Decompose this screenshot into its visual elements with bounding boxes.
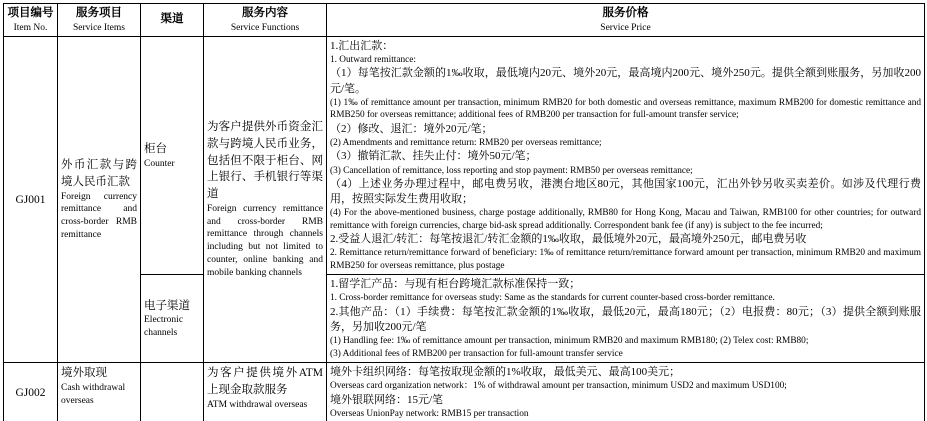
header-service-items-en: Service Items	[73, 22, 125, 33]
price-line: (2) Amendments and remittance return: RMB20 per overseas remittance;	[330, 137, 602, 148]
row-code: GJ002	[4, 363, 58, 421]
header-service-items	[58, 4, 141, 37]
row-price-counter	[327, 36, 925, 274]
row-price	[327, 363, 925, 421]
row-service-function-cn: 为客户提供境外ATM上现金取款服务	[207, 367, 323, 396]
price-line: (3) Cancellation of remittance, loss reporting and stop payment: RMB50 per overseas remittance;	[330, 165, 693, 176]
price-line: (1) 1‰ of remittance amount per transaction, minimum RMB20 for both domestic and overseas remittance, maximum RMB200 for domestic remittance and RMB250 for overseas remittance; additional fees of RMB200 per transaction for full-amount transfer service;	[330, 97, 921, 121]
service-price-table	[3, 3, 925, 421]
price-line: Overseas card organization network：1% of withdrawal amount per transaction, minimum USD2 and maximum USD100;	[330, 381, 787, 392]
price-line: (4) For the above-mentioned business, charge postage additionally, RMB80 for Hong Kong, Macau and Taiwan, RMB100 for other countries; for outward remittance with foreign currencies, charge bid-ask spread additionally. Correspondent bank fee (if any) is subject to the fee incurred;	[330, 208, 921, 231]
row-channel-counter	[141, 36, 204, 274]
row-service-function	[204, 363, 327, 421]
price-line: 2. Remittance return/remittance forward of beneficiary: 1‰ of remittance return/remittance forward amount per transaction, minimum RMB20 and maximum RMB250 for overseas remittance, plus postage	[330, 248, 921, 271]
price-line: （2）修改、退汇：境外20元/笔；	[330, 122, 493, 135]
header-channel	[141, 4, 204, 37]
price-line: (3) Additional fees of RMB200 per transaction for full-amount transfer service	[330, 348, 623, 359]
row-channel-counter-cn: 柜台	[144, 142, 167, 155]
row-service-function-en: ATM withdrawal overseas	[207, 399, 308, 410]
header-service-price	[327, 4, 925, 37]
price-line: 2.受益人退汇/转汇：每笔按退汇/转汇金额的1‰收取，最低境外20元，最高境外250元，邮电费另收	[330, 233, 807, 246]
price-line: 1. Outward remittance:	[330, 55, 416, 66]
header-item-no	[4, 4, 58, 37]
row-service-item-en: Cash withdrawal overseas	[61, 382, 126, 406]
header-service-items-cn: 服务项目	[76, 7, 122, 19]
row-service-item	[58, 36, 141, 362]
row-channel-empty	[141, 363, 204, 421]
price-line: 1. Cross-border remittance for overseas study: Same as the standards for current counter-based cross-border remittance.	[330, 293, 775, 304]
header-service-price-en: Service Price	[600, 22, 651, 33]
row-code: GJ001	[4, 36, 58, 362]
row-service-item-cn: 境外取现	[61, 367, 107, 380]
price-line: （3）撤销汇款、挂失止付：境外50元/笔；	[330, 150, 537, 163]
row-service-function-en: Foreign currency remittance and cross-border RMB remittance through channels including but not limited to counter, online banking and mobile banking channels	[207, 203, 323, 278]
table-row	[4, 363, 925, 421]
row-service-function-cn: 为客户提供外币资金汇款与跨境人民币业务，包括但不限于柜台、网上银行、手机银行等渠道	[207, 121, 323, 201]
price-line: 1.汇出汇款：	[330, 39, 394, 52]
row-channel-electronic-en: Electronic channels	[144, 315, 184, 339]
row-price-electronic	[327, 275, 925, 363]
header-channel-cn: 渠道	[160, 13, 184, 26]
header-service-price-cn: 服务价格	[602, 7, 649, 19]
row-channel-counter-en: Counter	[144, 158, 175, 169]
row-channel-electronic-cn: 电子渠道	[144, 299, 190, 312]
header-item-no-cn: 项目编号	[7, 7, 54, 19]
row-service-item-en: Foreign currency remittance and cross-border RMB remittance	[61, 191, 137, 240]
price-line: （4）上述业务办理过程中，邮电费另收，港澳台地区80元，其他国家100元，汇出外钞另收买卖差价。如涉及代理行费用，按照实际发生费用收取；	[330, 177, 921, 206]
table-header-row	[4, 4, 925, 37]
table-row	[4, 275, 925, 363]
header-service-functions-cn: 服务内容	[242, 7, 288, 19]
row-service-item-cn: 外币汇款与跨境人民币汇款	[61, 159, 137, 188]
table-row	[4, 36, 925, 274]
header-item-no-en: Item No.	[13, 22, 48, 33]
row-service-item	[58, 363, 141, 421]
price-line: Overseas UnionPay network: RMB15 per transaction	[330, 408, 529, 419]
header-service-functions-en: Service Functions	[230, 22, 300, 33]
price-line: 境外银联网络：15元/笔	[330, 393, 444, 406]
price-line: 境外卡组织网络：每笔按取现金额的1%收取，最低美元、最高100美元；	[330, 366, 681, 379]
header-service-functions	[204, 4, 327, 37]
price-line: 2.其他产品：（1）手续费：每笔按汇款金额的1‰收取，最低20元，最高180元；（2）电报费：80元；（3）提供全额到账服务，另加收200元/笔	[330, 305, 921, 334]
price-line: 1.留学汇产品：与现有柜台跨境汇款标准保持一致；	[330, 278, 581, 291]
row-channel-electronic	[141, 275, 204, 363]
price-line: （1）每笔按汇款金额的1‰收取，最低境内20元、境外20元，最高境内200元、境外250元。提供全额到账服务，另加收200元/笔。	[330, 67, 921, 95]
row-service-function	[204, 36, 327, 362]
price-line: (1) Handling fee: 1‰ of remittance amount per transaction, minimum RMB20 and maximum RMB180; (2) Telex cost: RMB80;	[330, 336, 809, 347]
